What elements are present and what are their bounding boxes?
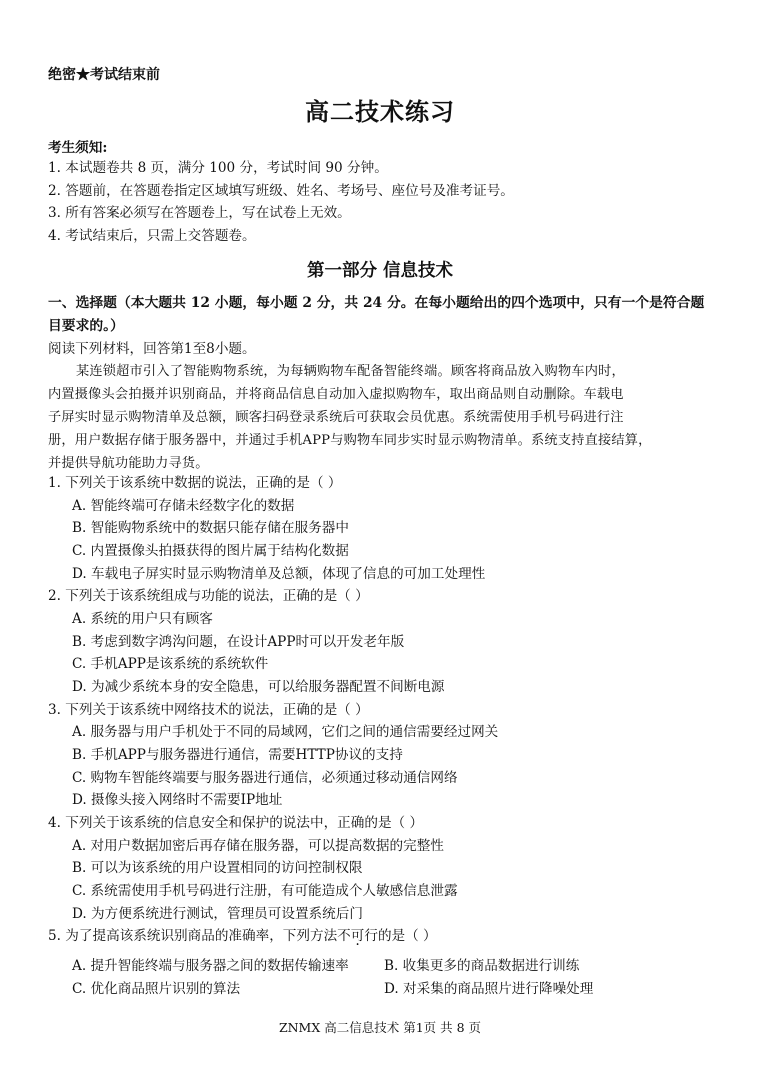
question-option: D. 摄像头接入网络时不需要IP地址: [72, 792, 283, 808]
page-title: 高二技术练习: [305, 97, 455, 126]
question-option: A. 智能终端可存储未经数字化的数据: [72, 498, 295, 514]
stem-suffix: 的是（ ）: [377, 928, 437, 944]
notice-item: 3. 所有答案必须写在答题卷上，写在试卷上无效。: [48, 205, 351, 221]
notice-title: 考生须知:: [48, 140, 108, 156]
notice-item: 2. 答题前，在答题卷指定区域填写班级、姓名、考场号、座位号及准考证号。: [48, 183, 514, 199]
question-option: A. 对用户数据加密后再存储在服务器，可以提高数据的完整性: [72, 838, 444, 854]
part-title: 第一部分 信息技术: [306, 261, 454, 281]
question-option: D. 为方便系统进行测试，管理员可设置系统后门: [72, 906, 363, 922]
material-line: 内置摄像头会拍摄并识别商品，并将商品信息自动加入虚拟购物车，取出商品则自动删除。车载电: [48, 387, 624, 402]
question-stem: 2. 下列关于该系统组成与功能的说法，正确的是（ ）: [48, 588, 369, 604]
stem-prefix: 5. 为了提高该系统识别商品的准确率，下列方法: [48, 928, 338, 944]
section-heading: 一、选择题（本大题共 12 小题，每小题 2 分，共 24 分。在每小题给出的四个选项中，只有一个是符合题目要求的。）: [48, 295, 705, 334]
question-stem: [48, 926, 437, 946]
page-footer: ZNMX 高二信息技术 第1页 共 8 页: [278, 1020, 482, 1035]
question-option: D. 为减少系统本身的安全隐患，可以给服务器配置不间断电源: [72, 679, 445, 695]
question-option: B. 可以为该系统的用户设置相同的访问控制权限: [72, 860, 363, 876]
question-option: C. 系统需使用手机号码进行注册，有可能造成个人敏感信息泄露: [72, 883, 458, 899]
notice-item: 1. 本试题卷共 8 页，满分 100 分，考试时间 90 分钟。: [48, 160, 388, 176]
question-option: B. 考虑到数字鸿沟问题，在设计APP时可以开发老年版: [72, 634, 405, 650]
question-option: A. 提升智能终端与服务器之间的数据传输速率: [72, 958, 349, 974]
material-line: 子屏实时显示购物清单及总额，顾客扫码登录系统后可获取会员优惠。系统需使用手机号码进行注: [48, 410, 624, 425]
question-option: C. 内置摄像头拍摄获得的图片属于结构化数据: [72, 543, 349, 559]
secret-label: 绝密★考试结束前: [48, 67, 160, 83]
question-option: A. 系统的用户只有顾客: [72, 611, 213, 627]
question-stem: 4. 下列关于该系统的信息安全和保护的说法中，正确的是（ ）: [48, 815, 424, 831]
question-stem: 3. 下列关于该系统中网络技术的说法，正确的是（ ）: [48, 702, 369, 718]
question-option: A. 服务器与用户手机处于不同的局域网，它们之间的通信需要经过网关: [72, 724, 499, 740]
section-intro: 阅读下列材料，回答第1至8小题。: [48, 341, 256, 357]
question-option: B. 智能购物系统中的数据只能存储在服务器中: [72, 520, 349, 536]
material-line: 某连锁超市引入了智能购物系统，为每辆购物车配备智能终端。顾客将商品放入购物车内时，: [76, 364, 625, 379]
material-line: 并提供导航功能助力寻货。: [48, 456, 209, 471]
question-option: C. 手机APP是该系统的系统软件: [72, 656, 269, 672]
reading-material: [48, 360, 716, 475]
stem-emphasis: 不可行: [337, 928, 378, 944]
question-option: D. 对采集的商品照片进行降噪处理: [384, 981, 594, 997]
question-option: C. 优化商品照片识别的算法: [72, 981, 241, 997]
material-line: 册，用户数据存储于服务器中，并通过手机APP与购物车同步实时显示购物清单。系统支持直接结算，: [48, 433, 652, 448]
question-stem: 1. 下列关于该系统中数据的说法，正确的是（ ）: [48, 475, 342, 491]
question-option: B. 手机APP与服务器进行通信，需要HTTP协议的支持: [72, 747, 403, 763]
question-option: D. 车载电子屏实时显示购物清单及总额，体现了信息的可加工处理性: [72, 566, 486, 582]
question-option: C. 购物车智能终端要与服务器进行通信，必须通过移动通信网络: [72, 770, 458, 786]
notice-item: 4. 考试结束后，只需上交答题卷。: [48, 228, 256, 244]
question-option: B. 收集更多的商品数据进行训练: [384, 958, 580, 974]
